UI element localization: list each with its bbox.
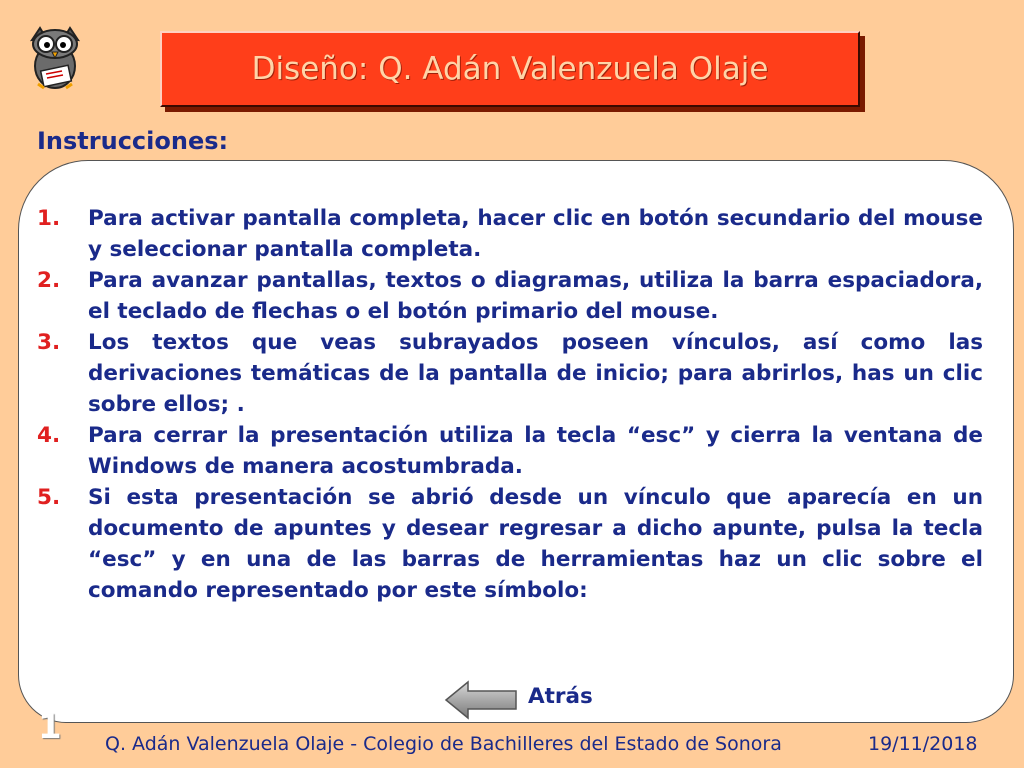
title-banner [160, 31, 860, 107]
item-number: 5. [37, 485, 61, 510]
item-text: Para cerrar la presentación utiliza la tecla “esc” y cierra la ventana de Windows de manera acostumbrada. [88, 423, 983, 479]
item-number: 2. [37, 268, 61, 293]
owl-logo-icon [22, 22, 88, 92]
back-link[interactable]: Atrás [528, 684, 593, 709]
left-arrow-icon [444, 680, 518, 720]
item-text: Los textos que veas subrayados poseen vínculos, así como las derivaciones temáticas de la pantalla de inicio; para abrirlos, has un clic sobre ellos; . [88, 330, 983, 417]
footer-date: 19/11/2018 [868, 733, 978, 755]
item-number: 3. [37, 330, 61, 355]
slide-number: 1 [38, 707, 62, 747]
item-text: Para activar pantalla completa, hacer clic en botón secundario del mouse y seleccionar pantalla completa. [88, 206, 983, 262]
list-item [37, 482, 983, 606]
list-item [37, 420, 983, 482]
item-text: Si esta presentación se abrió desde un vínculo que aparecía en un documento de apuntes y desear regresar a dicho apunte, pulsa la tecla “esc” y en una de las barras de herramientas haz un clic sobre el comando representado por este símbolo: [88, 485, 983, 603]
page-title: Diseño: Q. Adán Valenzuela Olaje [251, 51, 769, 87]
item-number: 4. [37, 423, 61, 448]
back-arrow-button[interactable] [444, 680, 518, 720]
list-item [37, 265, 983, 327]
item-number: 1. [37, 206, 61, 231]
instructions-heading: Instrucciones: [37, 127, 229, 155]
list-item [37, 327, 983, 420]
item-text: Para avanzar pantallas, textos o diagramas, utiliza la barra espaciadora, el teclado de flechas o el botón primario del mouse. [88, 268, 983, 324]
list-item [37, 203, 983, 265]
footer-credits: Q. Adán Valenzuela Olaje - Colegio de Bachilleres del Estado de Sonora [105, 733, 782, 755]
instructions-list [37, 203, 983, 606]
